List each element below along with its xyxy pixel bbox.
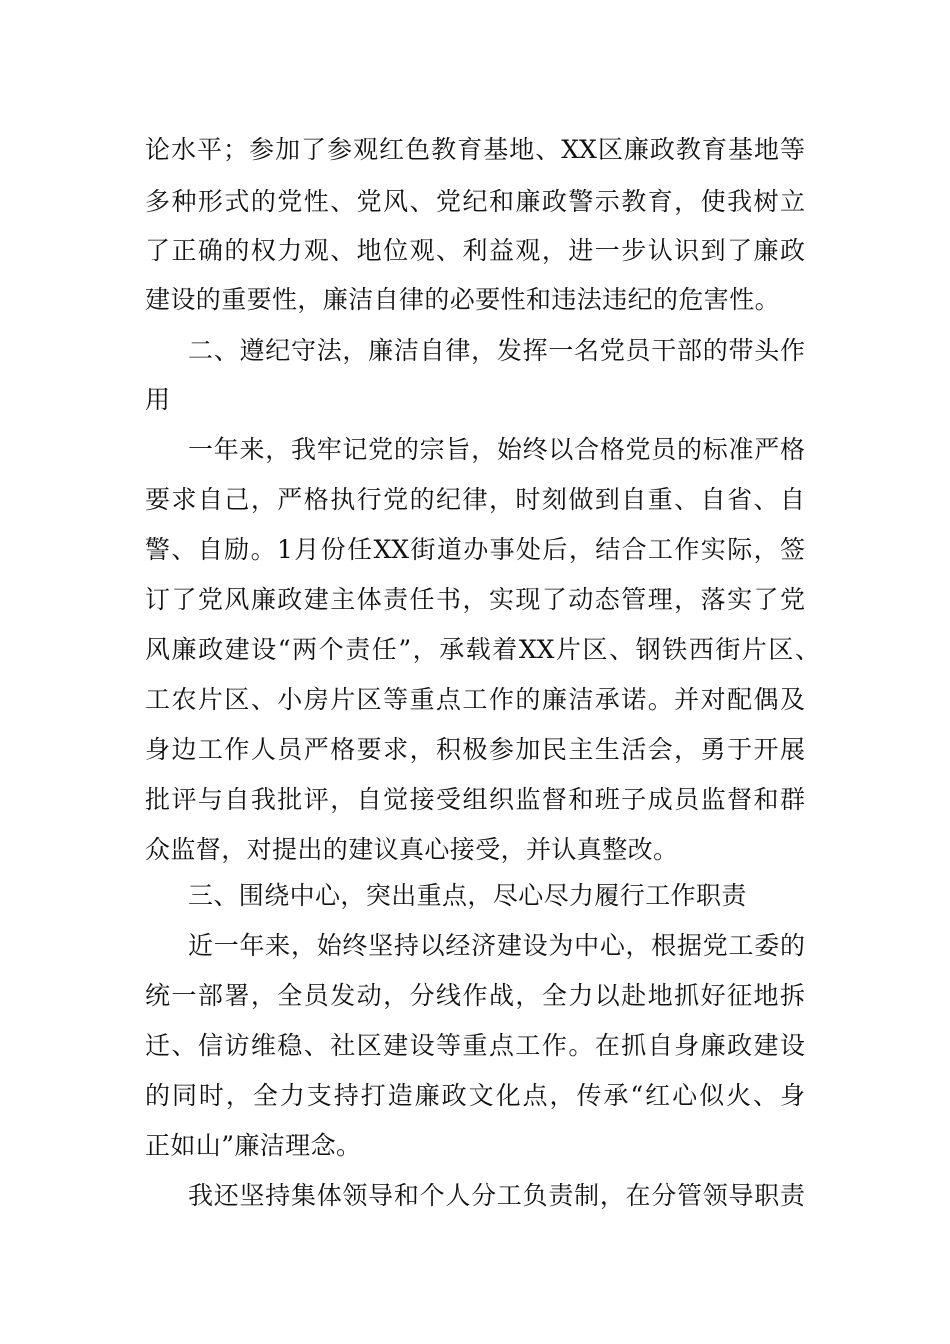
text-line: 建设的重要性，廉洁自律的必要性和违法违纪的危害性。	[145, 285, 781, 314]
section-heading: 三、围绕中心，突出重点，尽心尽力履行工作职责	[188, 881, 747, 910]
text-line: 正如山”廉洁理念。	[145, 1131, 362, 1160]
text-line: 多种形式的党性、党风、党纪和廉政警示教育，使我树立	[145, 187, 805, 216]
text-line: 众监督，对提出的建议真心接受，并认真整改。	[145, 835, 679, 864]
text-line: 了正确的权力观、地位观、利益观，进一步认识到了廉政	[145, 236, 805, 265]
text-line: 用	[145, 385, 171, 414]
section-heading: 二、遵纪守法，廉洁自律，发挥一名党员干部的带头作	[188, 336, 805, 365]
text-line: 订了党风廉政建主体责任书，实现了动态管理，落实了党	[145, 585, 805, 614]
text-line: 要求自己，严格执行党的纪律，时刻做到自重、自省、自	[145, 485, 805, 514]
text-line: 迁、信访维稳、社区建设等重点工作。在抓自身廉政建设	[145, 1031, 805, 1060]
text-line: 一年来，我牢记党的宗旨，始终以合格党员的标准严格	[188, 435, 805, 464]
text-line: 工农片区、小房片区等重点工作的廉洁承诺。并对配偶及	[145, 685, 805, 714]
text-line: 身边工作人员严格要求，积极参加民主生活会，勇于开展	[145, 735, 805, 764]
text-line: 我还坚持集体领导和个人分工负责制，在分管领导职责	[188, 1181, 805, 1210]
text-line: 警、自励。1月份任XX街道办事处后，结合工作实际，签	[145, 535, 805, 564]
text-line: 的同时，全力支持打造廉政文化点，传承“红心似火、身	[145, 1081, 805, 1110]
text-line: 风廉政建设“两个责任”，承载着XX片区、钢铁西街片区、	[145, 635, 820, 664]
text-line: 批评与自我批评，自觉接受组织监督和班子成员监督和群	[145, 785, 805, 814]
text-line: 论水平；参加了参观红色教育基地、XX区廉政教育基地等	[145, 135, 805, 164]
text-line: 统一部署，全员发动，分线作战，全力以赴地抓好征地拆	[145, 981, 805, 1010]
text-line: 近一年来，始终坚持以经济建设为中心，根据党工委的	[188, 931, 805, 960]
